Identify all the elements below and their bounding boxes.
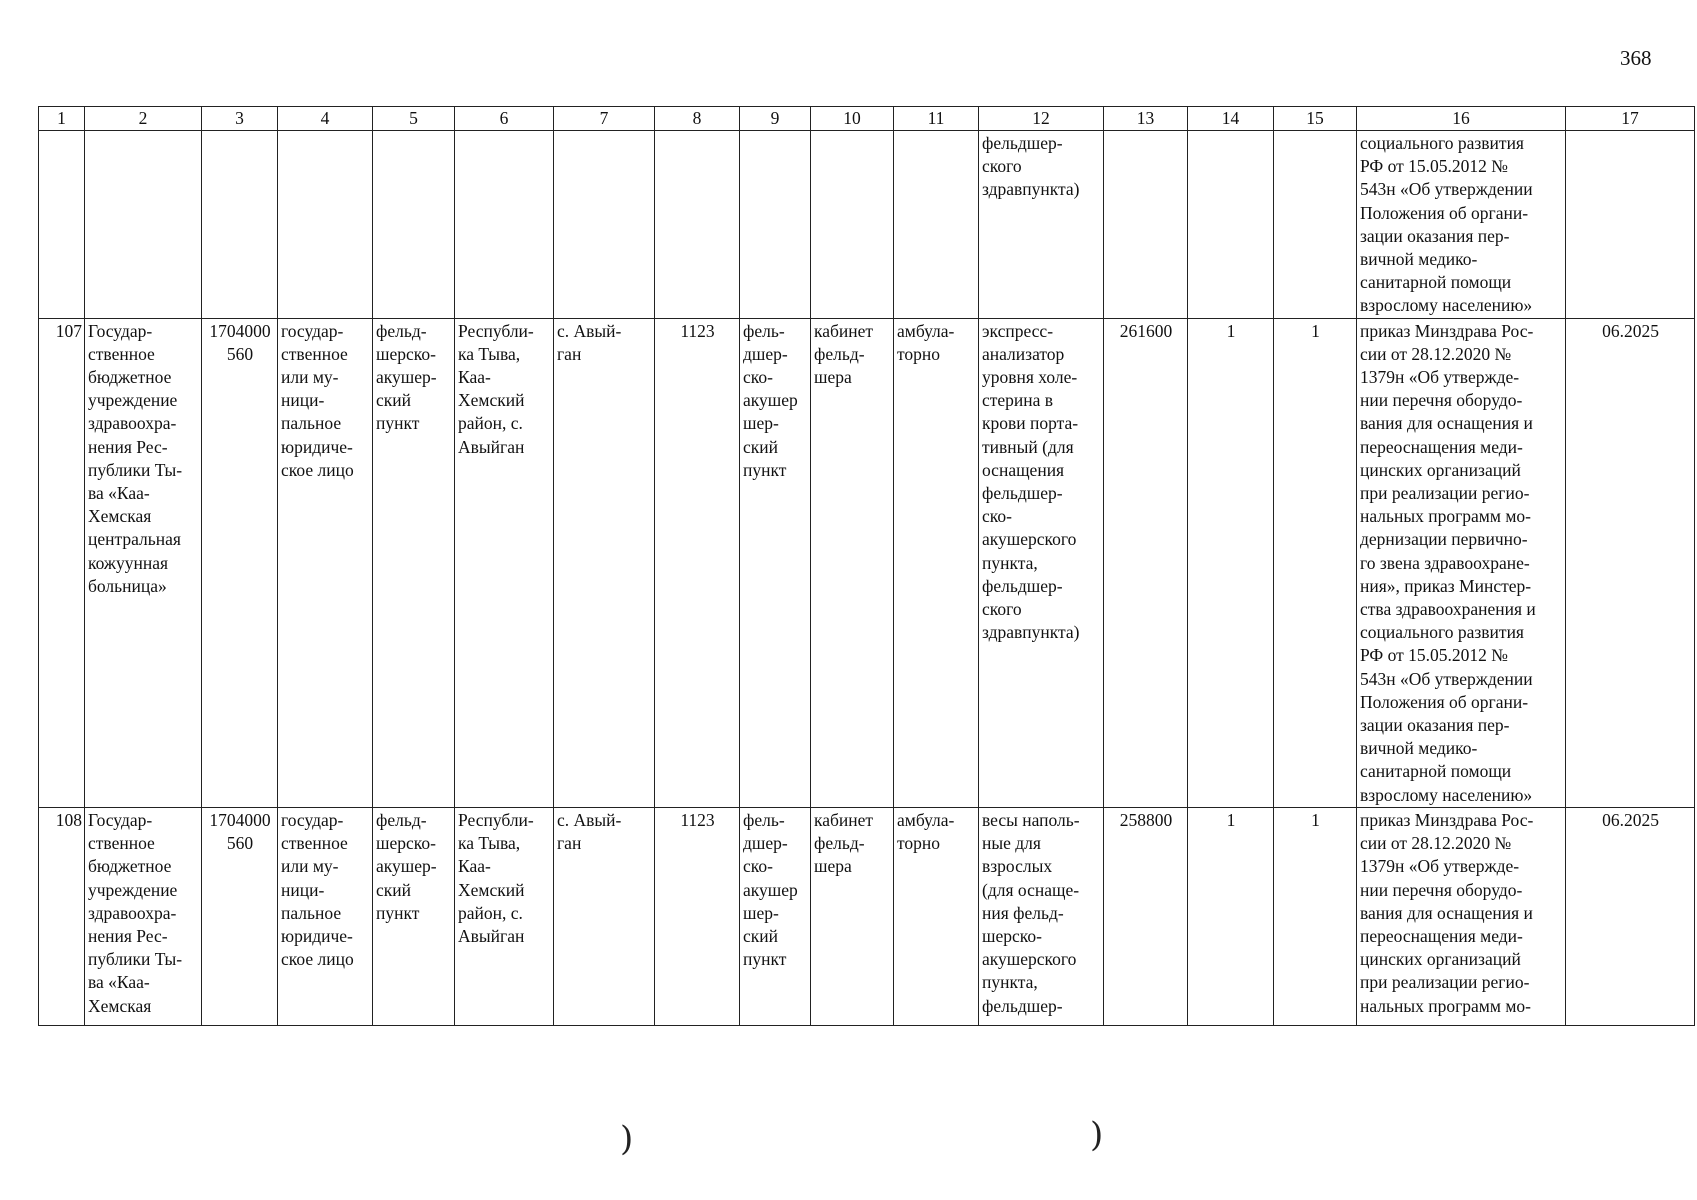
cell-population — [655, 131, 740, 319]
cell-quantity: 1 — [1188, 807, 1274, 1025]
cell-settlement: с. Авый- ган — [554, 807, 655, 1025]
column-number: 11 — [894, 107, 979, 131]
cell-settlement — [554, 131, 655, 319]
cell-equipment: весы наполь- ные для взрослых (для оснаще- ния фельд- шерско- акушерского пункта, фельдшер- — [979, 807, 1104, 1025]
binding-mark: ) — [620, 1119, 634, 1159]
cell-code — [202, 131, 278, 319]
column-number: 16 — [1357, 107, 1566, 131]
cell-price — [1104, 131, 1188, 319]
page-number: 368 — [1620, 46, 1652, 70]
cell-legal-form — [278, 131, 373, 319]
cell-price: 261600 — [1104, 318, 1188, 807]
column-number: 12 — [979, 107, 1104, 131]
cell-legal-basis: приказ Минздрава Рос- сии от 28.12.2020 № 1379н «Об утвержде- нии перечня оборудо- вания для оснащения и переоснащения меди- цинских организаций при реализации регио- нальных программ мо- — [1357, 807, 1566, 1025]
cell-population: 1123 — [655, 807, 740, 1025]
column-number: 8 — [655, 107, 740, 131]
cell-deadline — [1566, 131, 1695, 319]
cell-care-form: амбула- торно — [894, 318, 979, 807]
cell-price: 258800 — [1104, 807, 1188, 1025]
table-row — [39, 318, 1695, 807]
column-number: 3 — [202, 107, 278, 131]
column-number: 13 — [1104, 107, 1188, 131]
column-number: 10 — [811, 107, 894, 131]
column-number: 6 — [455, 107, 554, 131]
cell-room — [811, 131, 894, 319]
cell-equipment: экспресс- анализатор уровня холе- стерина в крови порта- тивный (для оснащения фельдшер- ско- акушерского пункта, фельдшер- ского здравпункта) — [979, 318, 1104, 807]
equipment-table — [38, 106, 1695, 1026]
cell-code: 1704000 560 — [202, 318, 278, 807]
cell-quantity: 1 — [1188, 318, 1274, 807]
cell-unit-type — [373, 131, 455, 319]
cell-equipment: фельдшер- ского здравпункта) — [979, 131, 1104, 319]
cell-care-form: амбула- торно — [894, 807, 979, 1025]
cell-subdivision: фель- дшер- ско- акушер шер- ский пункт — [740, 807, 811, 1025]
column-number-row — [39, 107, 1695, 131]
cell-address — [455, 131, 554, 319]
column-number: 1 — [39, 107, 85, 131]
cell-row-number — [39, 131, 85, 319]
cell-quantity-plan: 1 — [1274, 318, 1357, 807]
cell-quantity — [1188, 131, 1274, 319]
cell-legal-basis: приказ Минздрава Рос- сии от 28.12.2020 № 1379н «Об утвержде- нии перечня оборудо- вания для оснащения и переоснащения меди- цинских организаций при реализации регио- нальных программ мо- дернизации первично- го звена здравоохране- ния», приказ Минстер- ства здравоохранения и социального развития РФ от 15.05.2012 № 543н «Об утверждении Положения об органи- зации оказания пер- вичной медико- санитарной помощи взрослому населению» — [1357, 318, 1566, 807]
cell-care-form — [894, 131, 979, 319]
column-number: 4 — [278, 107, 373, 131]
column-number: 9 — [740, 107, 811, 131]
table-row — [39, 131, 1695, 319]
cell-population: 1123 — [655, 318, 740, 807]
cell-room: кабинет фельд- шера — [811, 318, 894, 807]
cell-legal-form: государ- ственное или му- ници- пальное юридиче- ское лицо — [278, 318, 373, 807]
cell-address: Республи- ка Тыва, Каа- Хемский район, с. Авыйган — [455, 807, 554, 1025]
cell-unit-type: фельд- шерско- акушер- ский пункт — [373, 807, 455, 1025]
cell-institution — [85, 131, 202, 319]
column-number: 5 — [373, 107, 455, 131]
cell-room: кабинет фельд- шера — [811, 807, 894, 1025]
cell-quantity-plan — [1274, 131, 1357, 319]
table-row — [39, 807, 1695, 1025]
cell-address: Республи- ка Тыва, Каа- Хемский район, с. Авыйган — [455, 318, 554, 807]
column-number: 7 — [554, 107, 655, 131]
cell-deadline: 06.2025 — [1566, 318, 1695, 807]
cell-subdivision — [740, 131, 811, 319]
cell-institution: Государ- ственное бюджетное учреждение здравоохра- нения Рес- публики Ты- ва «Каа- Хемская центральная кожуунная больница» — [85, 318, 202, 807]
column-number: 15 — [1274, 107, 1357, 131]
cell-unit-type: фельд- шерско- акушер- ский пункт — [373, 318, 455, 807]
cell-legal-form: государ- ственное или му- ници- пальное юридиче- ское лицо — [278, 807, 373, 1025]
column-number: 14 — [1188, 107, 1274, 131]
cell-code: 1704000 560 — [202, 807, 278, 1025]
cell-legal-basis: социального развития РФ от 15.05.2012 № 543н «Об утверждении Положения об органи- зации оказания пер- вичной медико- санитарной помощи взрослому населению» — [1357, 131, 1566, 319]
cell-settlement: с. Авый- ган — [554, 318, 655, 807]
binding-mark: ) — [1090, 1115, 1104, 1155]
cell-row-number: 108 — [39, 807, 85, 1025]
cell-row-number: 107 — [39, 318, 85, 807]
column-number: 17 — [1566, 107, 1695, 131]
cell-institution: Государ- ственное бюджетное учреждение здравоохра- нения Рес- публики Ты- ва «Каа- Хемская — [85, 807, 202, 1025]
cell-subdivision: фель- дшер- ско- акушер шер- ский пункт — [740, 318, 811, 807]
column-number: 2 — [85, 107, 202, 131]
cell-quantity-plan: 1 — [1274, 807, 1357, 1025]
cell-deadline: 06.2025 — [1566, 807, 1695, 1025]
